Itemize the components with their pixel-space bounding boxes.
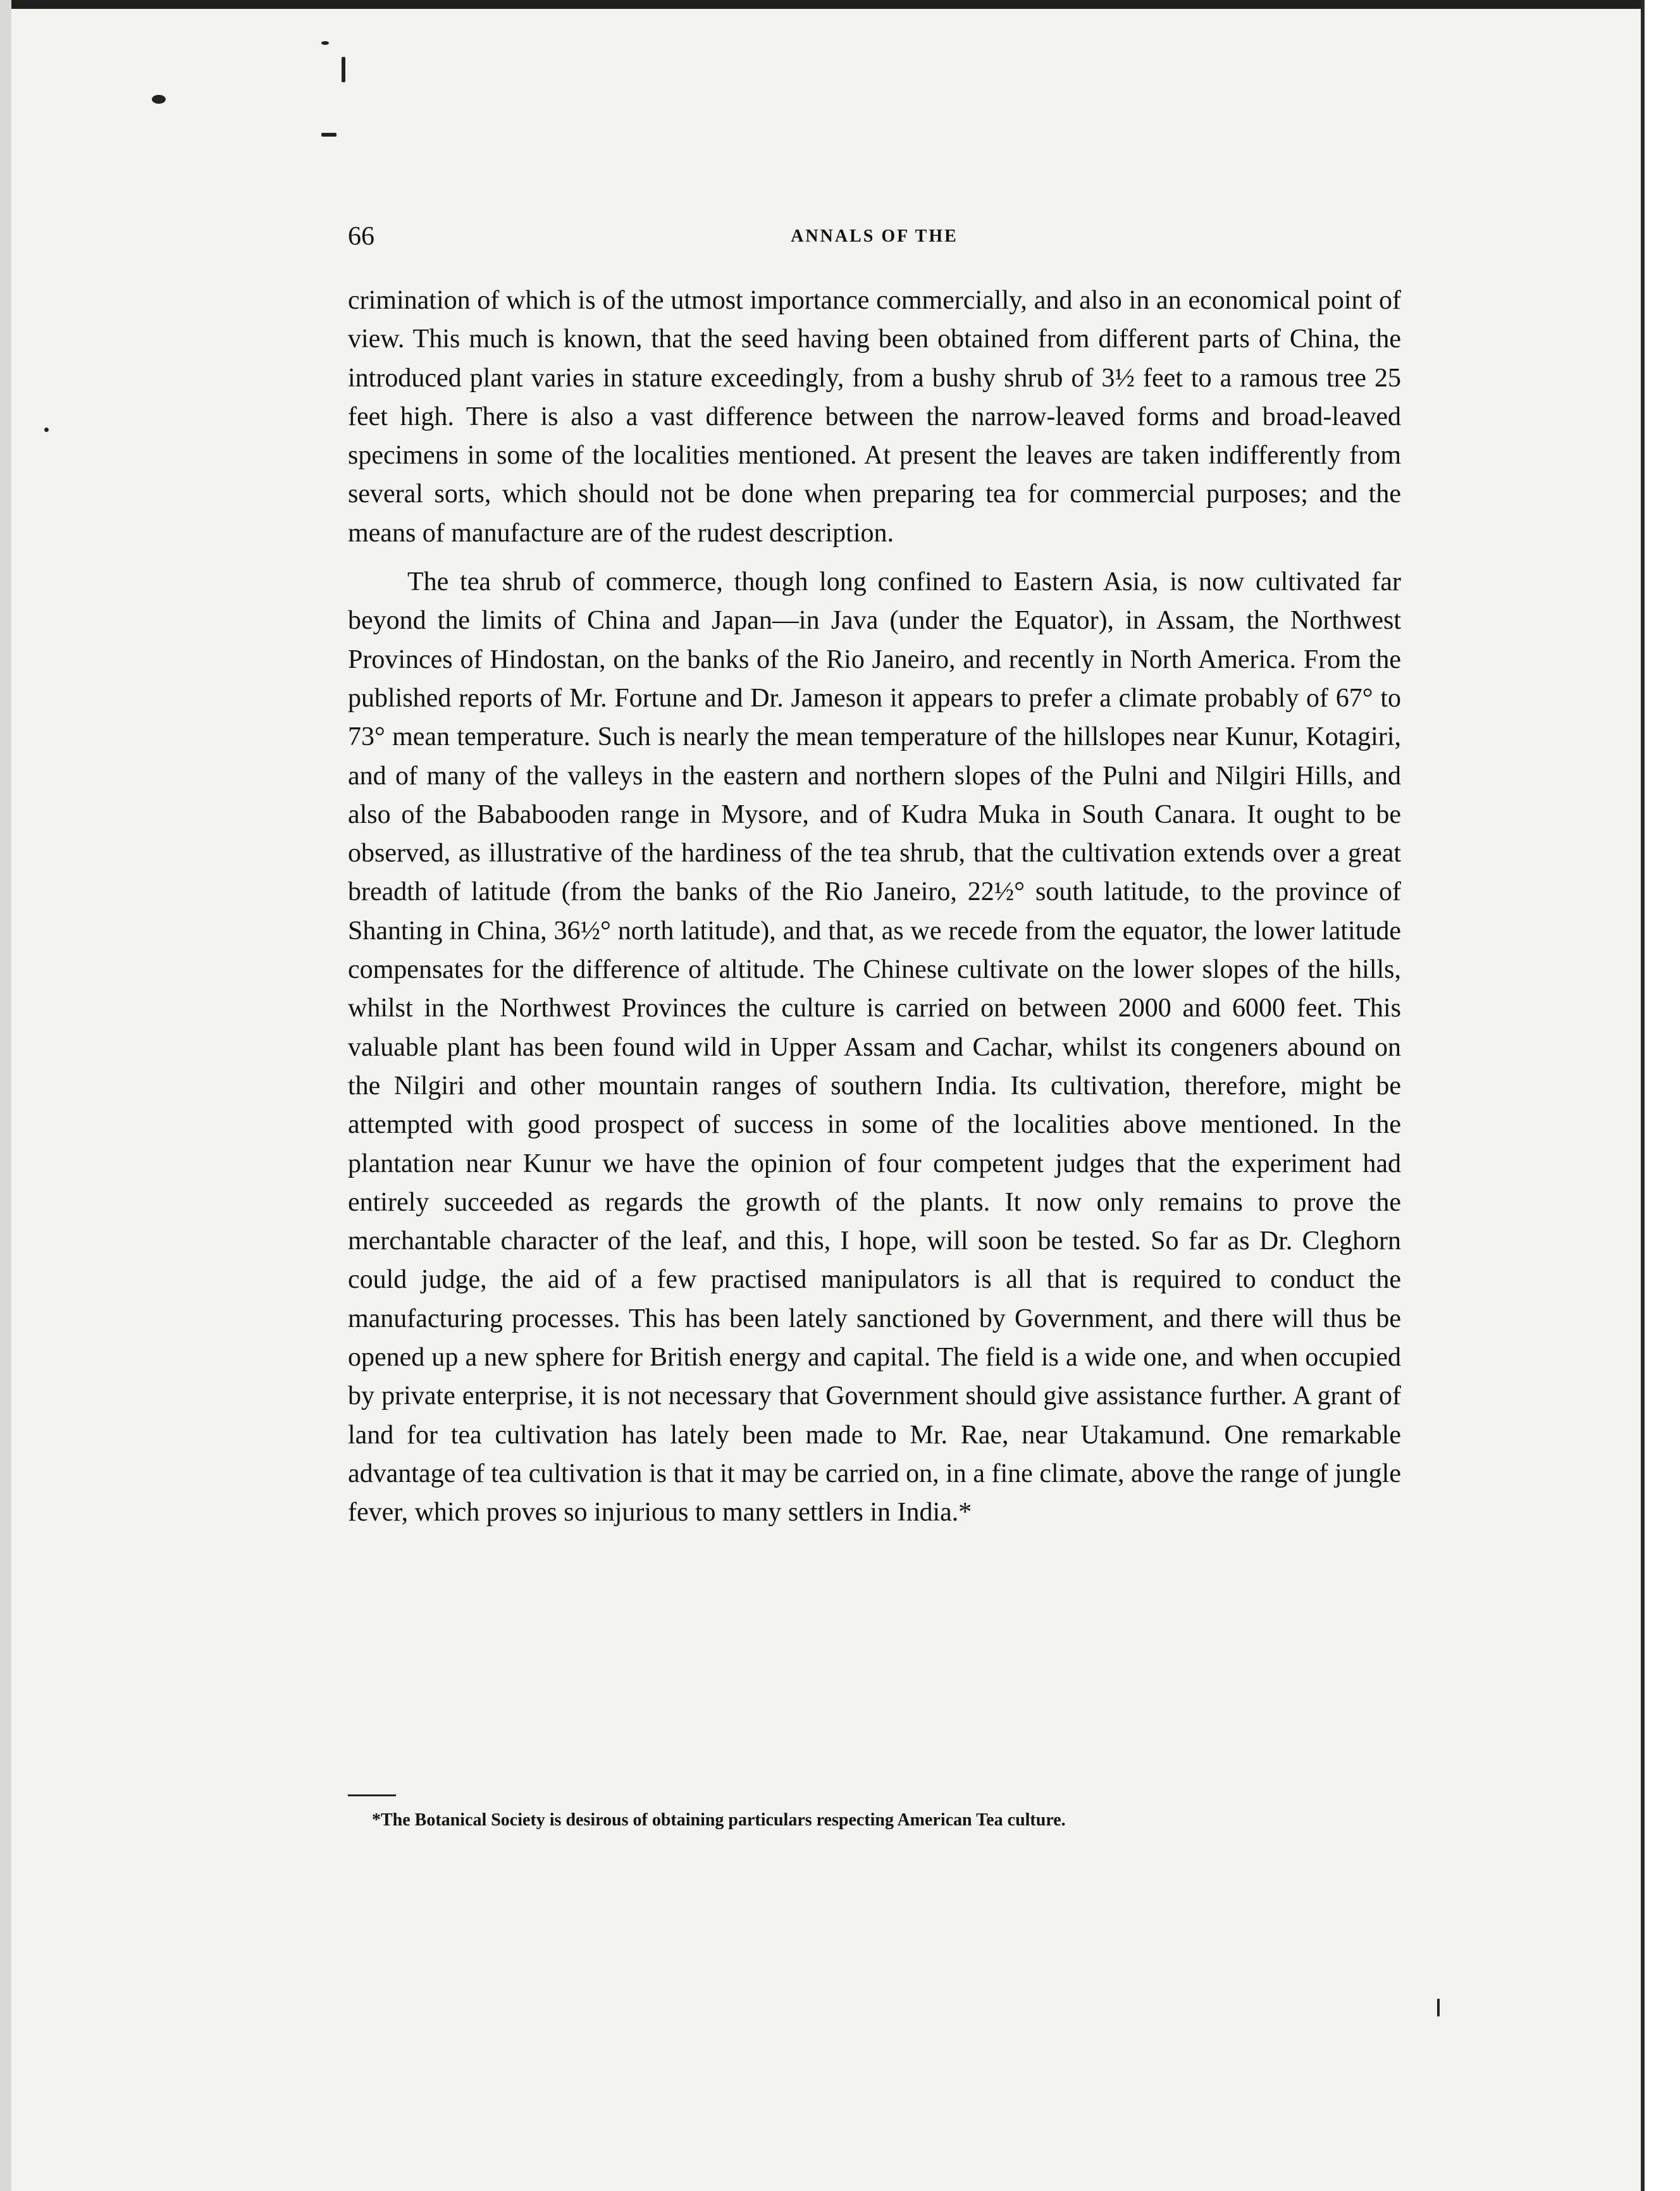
paragraph-1: crimination of which is of the utmost importance commercially, and also in an economical point of view. This much is known, that the seed having been obtained from different parts of China, the introduced plant varies in stature exceedingly, from a bushy shrub of 3½ feet to a ramous tree 25 feet high. There is also a vast difference between the narrow-leaved forms and broad-leaved specimens in some of the localities mentioned. At present the leaves are taken indifferently from several sorts, which should not be done when preparing tea for commercial purposes; and the means of manufacture are of the rudest description. <box>348 286 1401 548</box>
scan-left-shade <box>0 0 11 2191</box>
scan-speck <box>152 95 166 104</box>
page-header <box>348 221 1401 259</box>
running-head: ANNALS OF THE <box>791 226 958 246</box>
scan-right-border <box>1641 0 1645 2191</box>
footnote-rule <box>348 1794 396 1796</box>
scan-right-margin <box>1641 0 1680 2191</box>
scan-speck <box>321 133 337 137</box>
scan-speck <box>321 41 329 45</box>
page-number: 66 <box>348 222 374 251</box>
scan-speck <box>342 57 345 82</box>
footnote: *The Botanical Society is desirous of obtaining particulars respecting American Tea culture. <box>372 1810 1066 1830</box>
scan-speck <box>44 428 49 432</box>
body-text <box>348 281 1401 1533</box>
paragraph-2: The tea shrub of commerce, though long confined to Eastern Asia, is now cultivated far beyond the limits of China and Japan—in Java (under the Equator), in Assam, the Northwest Provinces of Hindostan, on the banks of the Rio Janeiro, and recently in North America. From the published reports of Mr. Fortune and Dr. Jameson it appears to prefer a climate probably of 67° to 73° mean temperature. Such is nearly the mean temperature of the hillslopes near Kunur, Kotagiri, and of many of the valleys in the eastern and northern slopes of the Pulni and Nilgiri Hills, and also of the Bababooden range in Mysore, and of Kudra Muka in South Canara. It ought to be observed, as illustrative of the hardiness of the tea shrub, that the cultivation extends over a great breadth of latitude (from the banks of the Rio Janeiro, 22½° south latitude, to the province of Shanting in China, 36½° north latitude), and that, as we recede from the equator, the lower latitude compensates for the difference of altitude. The Chinese cultivate on the lower slopes of the hills, whilst in the Northwest Provinces the culture is carried on between 2000 and 6000 feet. This valuable plant has been found wild in Upper Assam and Cachar, whilst its congeners abound on the Nilgiri and other mountain ranges of southern India. Its cultivation, therefore, might be attempted with good prospect of success in some of the localities above mentioned. In the plantation near Kunur we have the opinion of four competent judges that the experiment had entirely succeeded as regards the growth of the plants. It now only remains to prove the merchantable character of the leaf, and this, I hope, will soon be tested. So far as Dr. Cleghorn could judge, the aid of a few practised manipulators is all that is required to conduct the manufacturing processes. This has been lately sanctioned by Government, and there will thus be opened up a new sphere for British energy and capital. The field is a wide one, and when occupied by private enterprise, it is not necessary that Government should give assistance further. A grant of land for tea cultivation has lately been made to Mr. Rae, near Utakamund. One remarkable advantage of tea cultivation is that it may be carried on, in a fine climate, above the range of jungle fever, which proves so injurious to many settlers in India.* <box>348 567 1401 1528</box>
scan-speck <box>1437 1999 1440 2016</box>
scan-top-border <box>0 0 1680 9</box>
